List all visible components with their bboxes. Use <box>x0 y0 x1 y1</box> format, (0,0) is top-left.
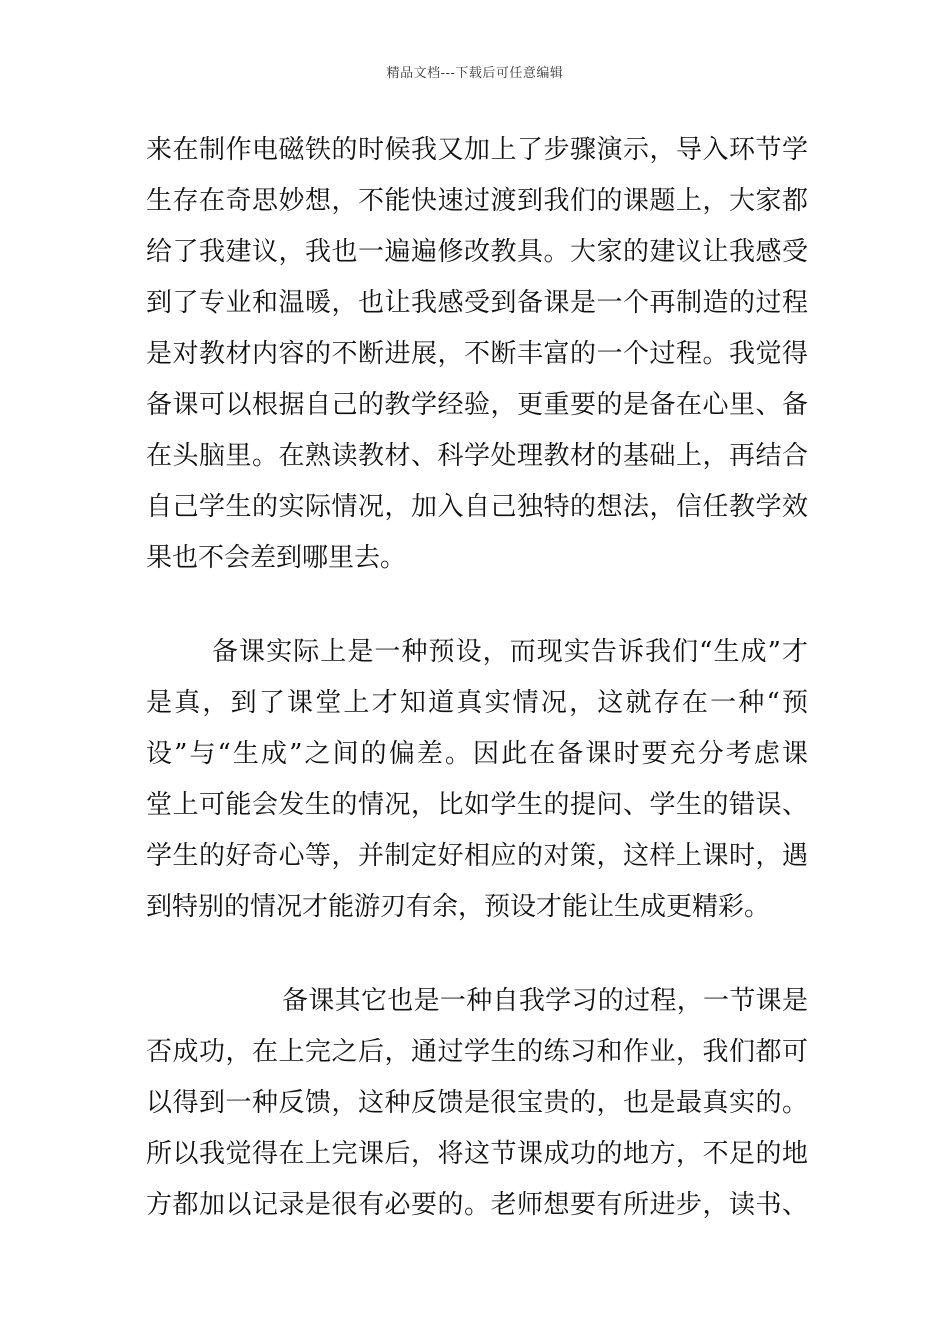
text-line: 到特别的情况才能游刃有余，预设才能让生成更精彩。 <box>146 892 771 922</box>
text-line: 所以我觉得在上完课后，将这节课成功的地方，不足的地 <box>146 1139 808 1169</box>
text-line: 生存在奇思妙想，不能快速过渡到我们的课题上，大家都 <box>146 186 808 216</box>
text-line: 到了专业和温暖，也让我感受到备课是一个再制造的过程 <box>146 288 808 318</box>
paragraph-2 <box>146 627 808 933</box>
paragraph-1 <box>146 125 808 584</box>
text-line: 是真，到了课堂上才知道真实情况，这就存在一种“预 <box>146 688 808 718</box>
text-line: 来在制作电磁铁的时候我又加上了步骤演示，导入环节学 <box>146 135 808 165</box>
text-line: 堂上可能会发生的情况，比如学生的提问、学生的错误、 <box>146 790 808 820</box>
text-line: 否成功，在上完之后，通过学生的练习和作业，我们都可 <box>146 1037 808 1067</box>
text-line: 给了我建议，我也一遍遍修改教具。大家的建议让我感受 <box>146 237 808 267</box>
text-line: 在头脑里。在熟读教材、科学处理教材的基础上，再结合 <box>146 441 808 471</box>
paragraph-gap <box>146 933 808 976</box>
text-line: 以得到一种反馈，这种反馈是很宝贵的，也是最真实的。 <box>146 1088 808 1118</box>
text-line: 备课实际上是一种预设，而现实告诉我们“生成”才 <box>212 637 808 667</box>
document-body <box>146 125 808 1231</box>
page-header: 精品文档---下载后可任意编辑 <box>386 66 564 81</box>
paragraph-gap <box>146 584 808 627</box>
text-line: 是对教材内容的不断进展，不断丰富的一个过程。我觉得 <box>146 339 808 369</box>
text-line: 备课可以根据自己的教学经验，更重要的是备在心里、备 <box>146 390 808 420</box>
paragraph-3 <box>146 976 808 1231</box>
text-line: 自己学生的实际情况，加入自己独特的想法，信任教学效 <box>146 492 808 522</box>
text-line: 设”与“生成”之间的偏差。因此在备课时要充分考虑课 <box>146 739 808 769</box>
text-line: 果也不会差到哪里去。 <box>146 543 407 573</box>
text-line: 备课其它也是一种自我学习的过程，一节课是 <box>282 986 808 1016</box>
text-line: 学生的好奇心等，并制定好相应的对策，这样上课时，遇 <box>146 841 808 871</box>
text-line: 方都加以记录是很有必要的。老师想要有所进步，读书、 <box>146 1190 808 1220</box>
